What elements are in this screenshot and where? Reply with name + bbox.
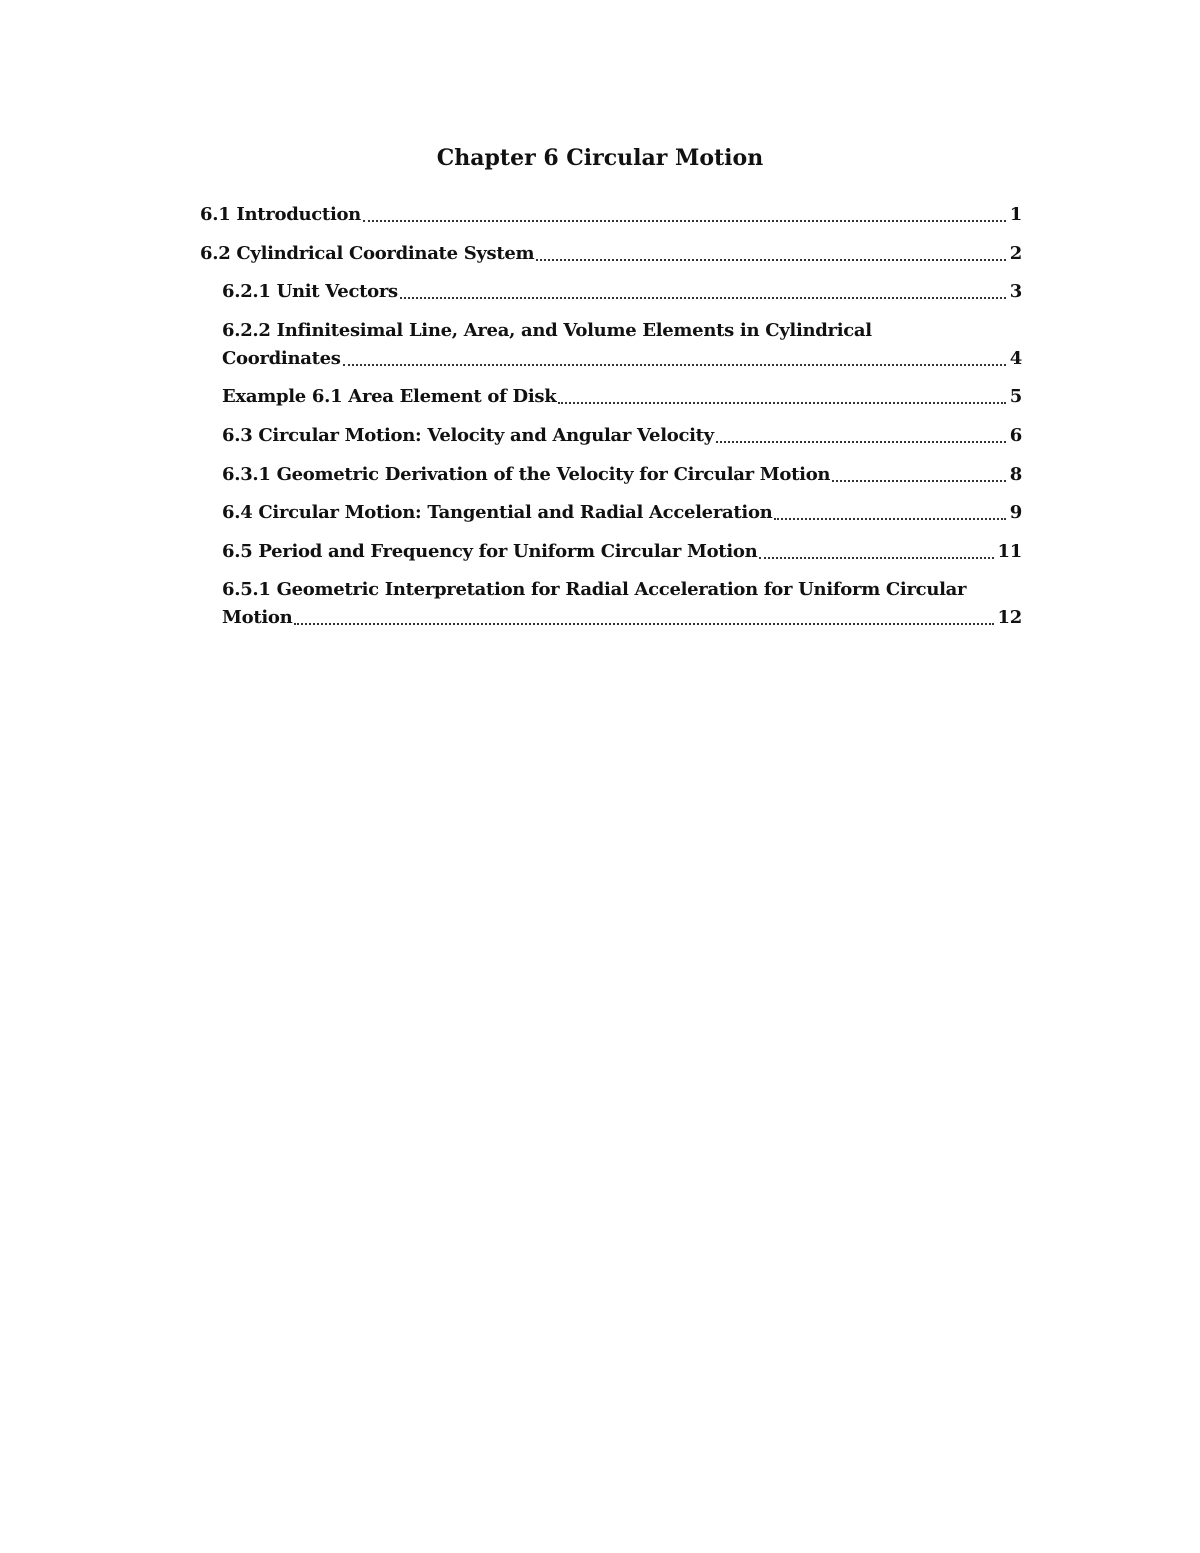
toc-entry-label: 6.1 Introduction	[200, 204, 361, 225]
toc-entry-label: Example 6.1 Area Element of Disk	[222, 386, 557, 408]
toc-entry-label: 6.2.1 Unit Vectors	[222, 281, 398, 303]
toc-entry-page: 1	[1009, 204, 1022, 225]
toc-leader-dots	[716, 441, 1006, 443]
table-of-contents	[200, 201, 1022, 643]
toc-entry-label: 6.3.1 Geometric Derivation of the Velocity for Circular Motion	[222, 463, 831, 485]
toc-entry-6-1[interactable]	[200, 201, 1022, 229]
toc-leader-dots	[343, 364, 1006, 366]
toc-entry-example-6-1[interactable]	[200, 383, 1022, 411]
toc-entry-6-5-1[interactable]	[200, 576, 1022, 632]
toc-entry-6-4[interactable]	[200, 499, 1022, 527]
toc-entry-page: 6	[1009, 424, 1022, 446]
toc-entry-label-line2: Coordinates	[222, 347, 341, 369]
toc-leader-dots	[832, 480, 1006, 482]
toc-entry-6-2-2[interactable]	[200, 317, 1022, 373]
toc-entry-6-3[interactable]	[200, 422, 1022, 450]
toc-entry-6-2[interactable]	[200, 240, 1022, 268]
toc-leader-dots	[759, 557, 993, 559]
toc-entry-label: 6.5 Period and Frequency for Uniform Circular Motion	[222, 540, 758, 562]
toc-entry-label-line1: 6.5.1 Geometric Interpretation for Radial Acceleration for Uniform Circular	[222, 579, 967, 601]
toc-leader-dots	[774, 518, 1005, 520]
toc-entry-6-3-1[interactable]	[200, 461, 1022, 489]
chapter-title: Chapter 6 Circular Motion	[436, 145, 764, 171]
toc-entry-page: 12	[997, 607, 1022, 629]
toc-entry-page: 2	[1009, 242, 1022, 264]
toc-entry-page: 5	[1009, 386, 1022, 408]
toc-entry-page: 8	[1009, 463, 1022, 485]
toc-leader-dots	[294, 623, 993, 625]
toc-leader-dots	[558, 402, 1005, 404]
toc-entry-page: 11	[997, 540, 1022, 562]
toc-entry-label: 6.2 Cylindrical Coordinate System	[200, 242, 535, 264]
toc-entry-6-5[interactable]	[200, 538, 1022, 566]
toc-entry-6-2-1[interactable]	[200, 278, 1022, 306]
toc-leader-dots	[363, 220, 1006, 222]
toc-entry-label: 6.3 Circular Motion: Velocity and Angular Velocity	[222, 424, 714, 446]
toc-leader-dots	[400, 297, 1006, 299]
toc-entry-label-line1: 6.2.2 Infinitesimal Line, Area, and Volume Elements in Cylindrical	[222, 319, 872, 341]
toc-entry-label: 6.4 Circular Motion: Tangential and Radial Acceleration	[222, 502, 773, 524]
toc-entry-page: 3	[1009, 281, 1022, 303]
toc-leader-dots	[536, 259, 1005, 261]
toc-entry-page: 4	[1009, 347, 1022, 369]
toc-entry-page: 9	[1009, 502, 1022, 524]
toc-entry-label-line2: Motion	[222, 607, 293, 629]
